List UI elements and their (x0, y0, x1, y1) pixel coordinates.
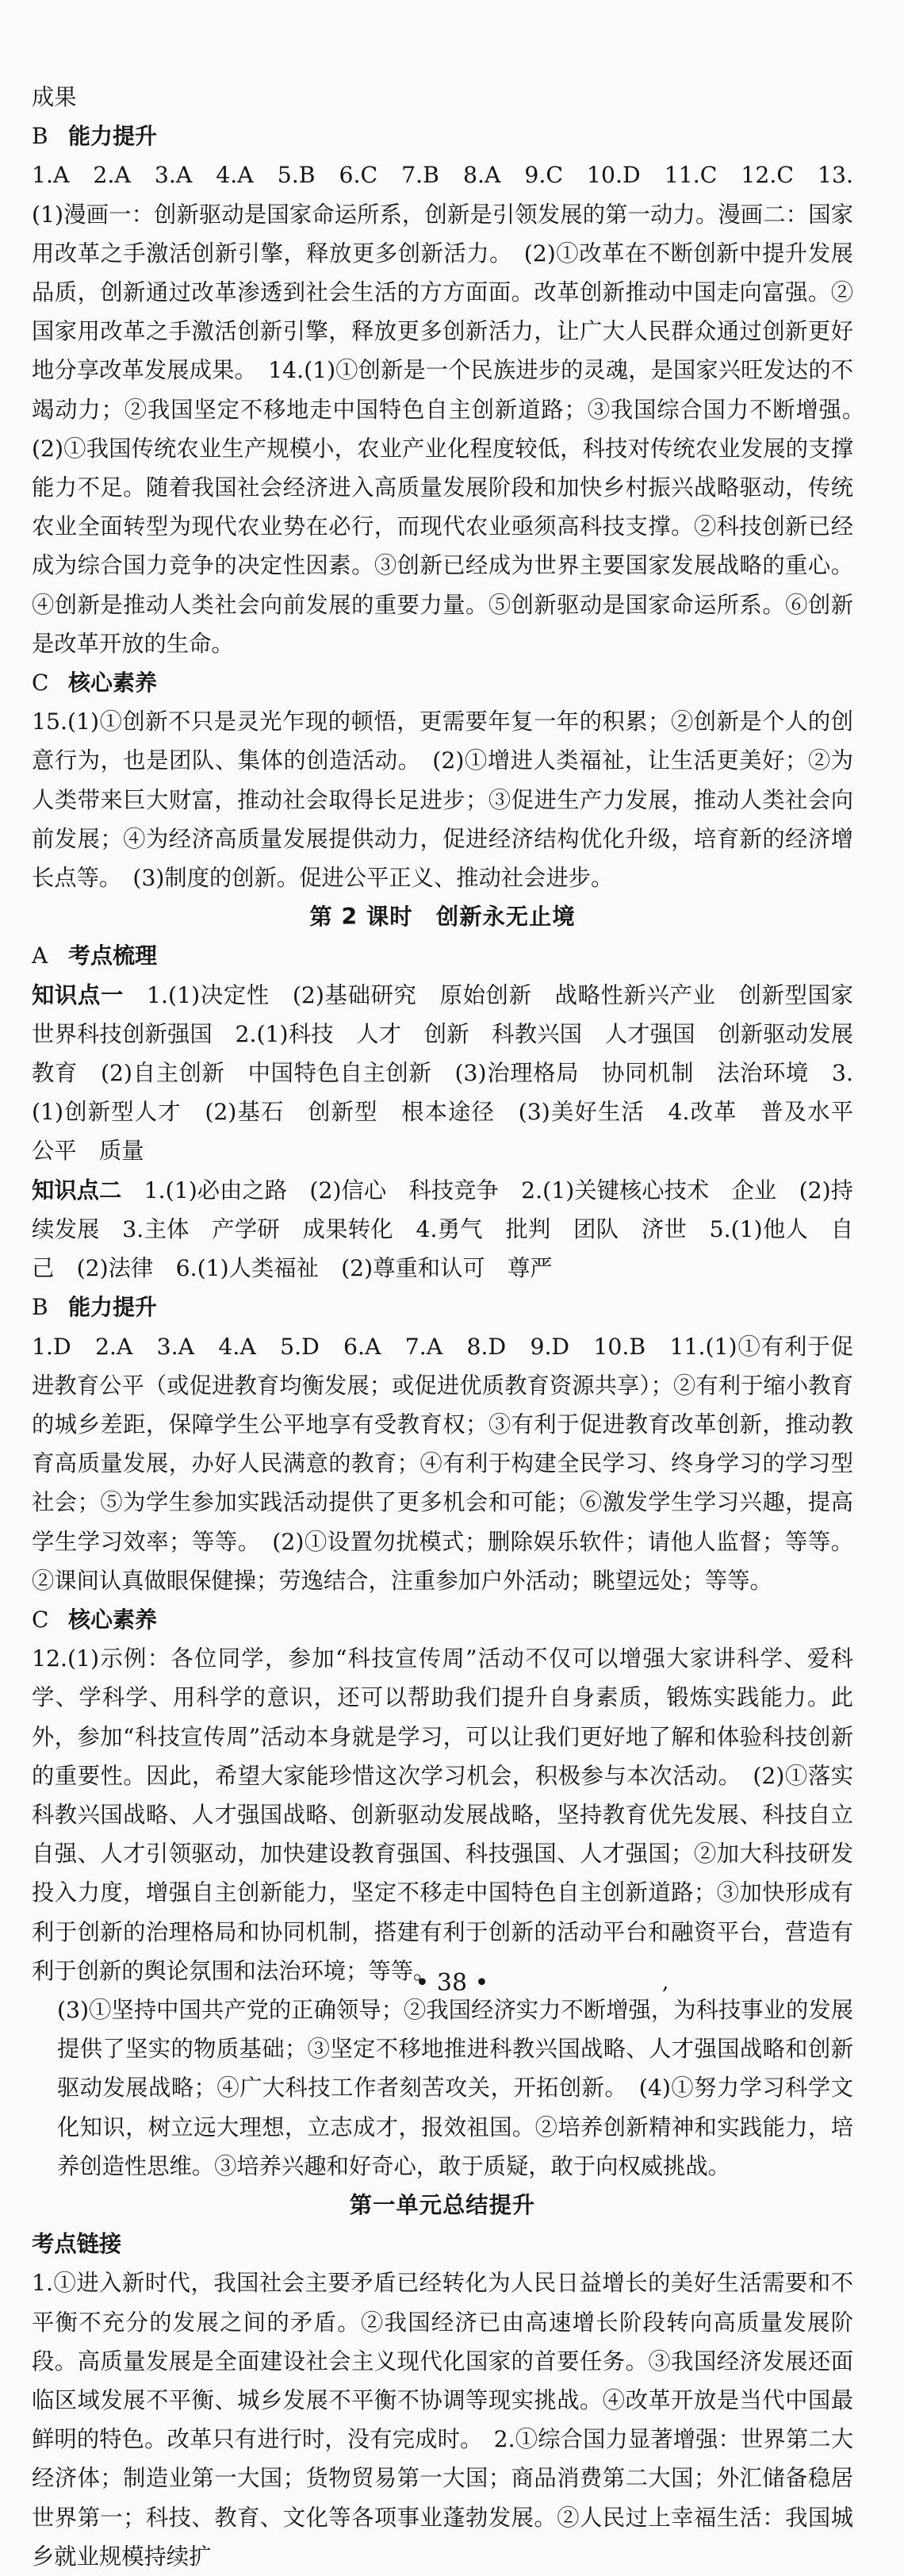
stray-mark: , (662, 1971, 669, 1994)
knowledge-point: 知识点一 1.(1)决定性 (2)基础研究 原始创新 战略性新兴产业 创新型国家 世界科技创新强国 2.(1)科技 人才 创新 科教兴国 人才强国 创新驱动发展 教育 (2)自主创新 中国特色自主创新 (3)治理格局 协同机制 法治环境 3.(1)创新型人才 (2)基石 创新型 根本途径 (3)美好生活 4.改革 普及水平 公平 质量 (32, 981, 876, 1165)
section-heading: C 核心素养 (32, 1606, 158, 1633)
answer-paragraph: 12.(1)示例：各位同学，参加“科技宣传周”活动不仅可以增强大家讲科学、爱科学、学科学、用科学的意识，还可以帮助我们提升自身素质，锻炼实践能力。此外，参加“科技宣传周”活动本身就是学习，可以让我们更好地了解和体验科技创新的重要性。因此，希望大家能珍惜这次学习机会，积极参与本次活动。 (2)①落实科教兴国战略、人才强国战略、创新驱动发展战略，坚持教育优先发展、科技自立自强、人才引领驱动，加快建设教育强国、科技强国、人才强国；②加大科技研发投入力度，增强自主创新能力，坚定不移走中国特色自主创新道路；③加快形成有利于创新的治理格局和协同机制，搭建有利于创新的活动平台和融资平台，营造有利于创新的舆论氛围和法治环境；等等。 (32, 1645, 853, 1984)
section-heading: A 考点梳理 (32, 942, 158, 969)
section-heading: B 能力提升 (32, 1294, 158, 1321)
unit-title: 第一单元总结提升 (349, 2191, 536, 2218)
answer-paragraph: 1.D 2.A 3.A 4.A 5.D 6.A 7.A 8.D 9.D 10.B 11.(1)①有利于促进教育公平（或促进教育均衡发展；或促进优质教育资源共享）；②有利于缩小教育的城乡差距，保障学生公平地享有受教育权；③有利于促进教育改革创新，推动教育高质量发展，办好人民满意的教育；④有利于构建全民学习、终身学习的学习型社会；⑤为学生参加实践活动提供了更多机会和可能；⑥激发学生学习兴趣，提高学生学习效率；等等。 (2)①设置勿扰模式；删除娱乐软件；请他人监督；等等。②课间认真做眼保健操；劳逸结合，注重参加户外活动；眺望远处；等等。 (32, 1333, 853, 1594)
answer-paragraph: 1.A 2.A 3.A 4.A 5.B 6.C 7.B 8.A 9.C 10.D 11.C 12.C 13.(1)漫画一：创新驱动是国家命运所系，创新是引领发展的第一动力。漫画二：国家用改革之手激活创新引擎，释放更多创新活力。 (2)①改革在不断创新中提升发展品质，创新通过改革渗透到社会生活的方方面面。改革创新推动中国走向富强。②国家用改革之手激活创新引擎，释放更多创新活力，让广大人民群众通过创新更好地分享改革发展成果。 14.(1)①创新是一个民族进步的灵魂，是国家兴旺发达的不竭动力；②我国坚定不移地走中国特色自主创新道路；③我国综合国力不断增强。 (2)①我国传统农业生产规模小，农业产业化程度较低，科技对传统农业发展的支撑能力不足。随着我国社会经济进入高质量发展阶段和加快乡村振兴战略驱动，传统农业全面转型为现代农业势在必行，而现代农业亟须高科技支撑。②科技创新已经成为综合国力竞争的决定性因素。③创新已经成为世界主要国家发展战略的重心。④创新是推动人类社会向前发展的重要力量。⑤创新驱动是国家命运所系。⑥创新是改革开放的生命。 (32, 162, 876, 657)
text-line: 成果 (32, 84, 77, 110)
page-number: • 38 • (415, 1969, 489, 1997)
answer-paragraph: (3)①坚持中国共产党的正确领导；②我国经济实力不断增强，为科技事业的发展提供了坚实的物质基础；③坚定不移地推进科教兴国战略、人才强国战略和创新驱动发展战略；④广大科技工作者刻苦攻关，开拓创新。 (4)①努力学习科学文化知识，树立远大理想，立志成才，报效祖国。②培养创新精神和实践能力，培养创造性思维。③培养兴趣和好奇心，敢于质疑，敢于向权威挑战。 (57, 1996, 853, 2179)
lesson-title: 第 2 课时 创新永无止境 (309, 904, 576, 931)
section-heading: B 能力提升 (32, 123, 158, 150)
answer-paragraph: 1.①进入新时代，我国社会主要矛盾已经转化为人民日益增长的美好生活需要和不平衡不充分的发展之间的矛盾。②我国经济已由高速增长阶段转向高质量发展阶段。高质量发展是全面建设社会主义现代化国家的首要任务。③我国经济发展还面临区域发展不平衡、城乡发展不平衡不协调等现实挑战。④改革开放是当代中国最鲜明的特色。改革只有进行时，没有完成时。 2.①综合国力显著增强：世界第二大经济体；制造业第一大国；货物贸易第一大国；商品消费第二大国；外汇储备稳居世界第一；科技、教育、文化等各项事业蓬勃发展。②人民过上幸福生活：我国城乡就业规模持续扩 (32, 2270, 853, 2570)
section-heading: 考点链接 (32, 2231, 122, 2258)
knowledge-point: 知识点二 1.(1)必由之路 (2)信心 科技竞争 2.(1)关键核心技术 企业 (2)持续发展 3.主体 产学研 成果转化 4.勇气 批判 团队 济世 5.(1)他人 自己 (2)法律 6.(1)人类福祉 (2)尊重和认可 尊严 (32, 1177, 853, 1282)
answer-paragraph: 15.(1)①创新不只是灵光乍现的顿悟，更需要年复一年的积累；②创新是个人的创意行为，也是团队、集体的创造活动。 (2)①增进人类福祉，让生活更美好；②为人类带来巨大财富，推动社会取得长足进步；③促进生产力发展，推动人类社会向前发展；④为经济高质量发展提供动力，促进经济结构优化升级，培育新的经济增长点等。 (3)制度的创新。促进公平正义、推动社会进步。 (32, 708, 853, 892)
section-heading: C 核心素养 (32, 670, 158, 697)
